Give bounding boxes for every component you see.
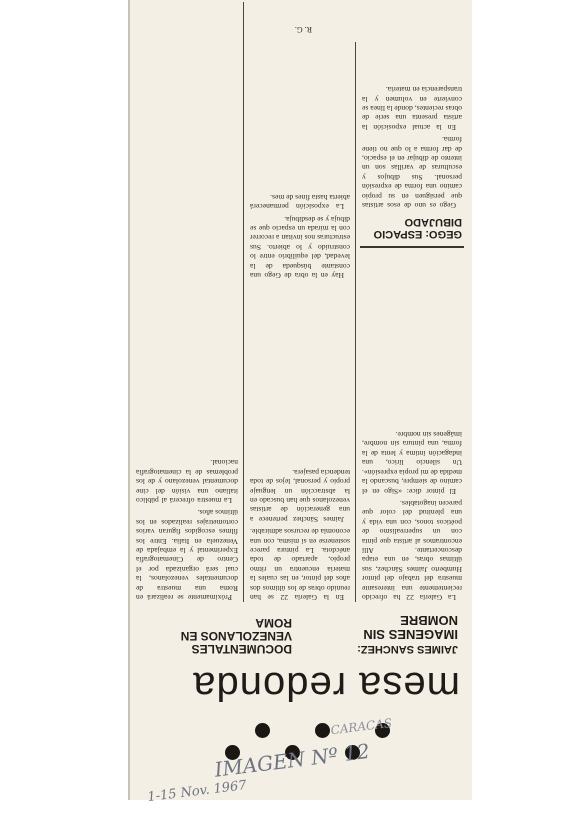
article2-signature: R. G. (294, 25, 312, 34)
article1-byline: JAIMES SANCHEZ: (357, 643, 458, 655)
article2-column-1: Gego es uno de esos artistas que persiguen en su propio camino una forma de expresión personal. Sus dibujos y esculturas de varillas son un intento de dibujar en el espacio, de dar forma a lo que no tiene forma. En la actual exposición la artista presenta una serie de obras recientes, donde la línea se convierte en volumen y la transparencia en materia. (362, 85, 462, 210)
article1-column-1: La Galería 22 ha ofrecido recientemente una interesante muestra del trabajo del pintor Humberto Jaimes Sánchez, sus últimas obras, en una etapa desconcertante. Allí encontramos al artista que pinta con un superrealismo de poéticos tonos, con una vida y una plenitud del color que parecen inagotables. El pintor dice: «Sigo en el camino de siempre, buscando la medida de mi propia expresión». Un silencio lírico, una indagación íntima y lenta de la forma, una pintura sin nombre, imágenes sin nombre. (362, 430, 462, 602)
upside-down-page (128, 0, 472, 800)
handwritten-city: CARACAS (329, 715, 393, 738)
section-title: mesa redonda (192, 664, 460, 708)
clipping-area (128, 0, 472, 800)
article1-headline-b: DOCUMENTALES VENEZOLANOS EN ROMA (180, 616, 292, 656)
handwritten-publication: IMAGEN Nº 12 (213, 738, 371, 782)
article1-column-2: En la Galería 22 se han reunido obras de los últimos dos años del pintor, en las cuales la materia encuentra un ritmo propio, apartado de toda anécdota. La pintura parece sostenerse en sí misma, con una economía de recursos admirable. Jaimes Sánchez pertenece a una generación de artistas venezolanos que han buscado en la abstracción un lenguaje propio y personal, lejos de toda tendencia pasajera. (250, 467, 350, 602)
article1-column-3: Próximamente se realizará en Roma una muestra de documentales venezolanos, la cual será organizada por el Centro de Cinematografía Experimental y la embajada de Venezuela en Italia. Entre los filmes escogidos figuran varios cortometrajes realizados en los últimos años. La muestra ofrecerá al público italiano una visión del cine documental venezolano y de los problemas de la cinematografía nacional. (136, 458, 238, 602)
handwritten-date: 1-15 Nov. 1967 (146, 778, 248, 806)
article2-column-2: Hay en la obra de Gego una constante búsqueda de la levedad, del equilibrio entre lo construido y lo abierto. Sus estructuras nos invitan a recorrer con la mirada un espacio que se dibuja y se desdibuja. La exposición permanecerá abierta hasta fines de mes. (250, 192, 350, 280)
column-divider (355, 42, 356, 602)
article1-headline-a: IMAGENES SIN NOMBRE (363, 613, 458, 642)
column-divider (243, 2, 244, 602)
article-rule (360, 246, 464, 248)
article2-headline: GEGO: ESPACIO DIBUJADO (373, 216, 462, 240)
